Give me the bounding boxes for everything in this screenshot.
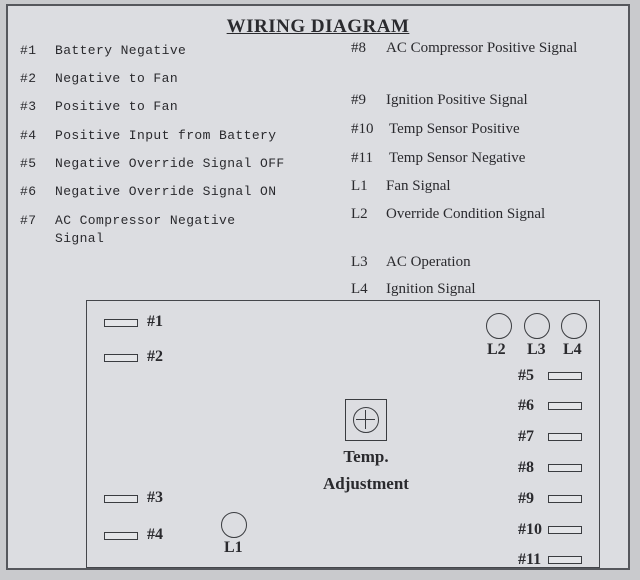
- legend-key: #2: [20, 71, 37, 86]
- legend-item: [20, 155, 285, 173]
- legend-item: [20, 70, 178, 88]
- legend-text: AC Compressor Positive Signal: [386, 40, 578, 56]
- terminal-label: #3: [147, 489, 163, 506]
- controller-board: [86, 300, 600, 568]
- legend-item: [351, 39, 591, 57]
- legend-text: Battery Negative: [55, 43, 187, 58]
- legend-item: [351, 91, 528, 109]
- indicator-label: L3: [527, 341, 546, 358]
- legend-text: Positive Input from Battery: [55, 128, 277, 143]
- legend-key: L3: [351, 254, 368, 270]
- legend-text: Temp Sensor Negative: [389, 150, 526, 166]
- terminal-label: #4: [147, 526, 163, 543]
- legend-key: #9: [351, 92, 366, 108]
- legend-key: L1: [351, 178, 368, 194]
- indicator-label: L2: [487, 341, 506, 358]
- legend-item: [20, 183, 276, 201]
- terminal-10: [548, 526, 582, 534]
- legend-item: [20, 42, 186, 60]
- legend-text: Negative Override Signal OFF: [55, 156, 285, 171]
- wiring-diagram-sheet: [6, 4, 630, 570]
- legend-text: Override Condition Signal: [386, 206, 546, 222]
- legend-item: [20, 212, 280, 248]
- temp-adjust-knob[interactable]: [345, 399, 387, 441]
- legend-item: [351, 253, 471, 271]
- legend-key: #3: [20, 99, 37, 114]
- legend-key: #10: [351, 121, 374, 137]
- indicator-light-l2: [486, 313, 512, 339]
- terminal-label: #9: [518, 490, 534, 507]
- legend-key: #1: [20, 43, 37, 58]
- legend-key: L2: [351, 206, 368, 222]
- terminal-label: #5: [518, 367, 534, 384]
- legend-text: Negative to Fan: [55, 71, 179, 86]
- terminal-6: [548, 402, 582, 410]
- terminal-9: [548, 495, 582, 503]
- indicator-light-l3: [524, 313, 550, 339]
- indicator-light-l4: [561, 313, 587, 339]
- terminal-1: [104, 319, 138, 327]
- terminal-label: #7: [518, 428, 534, 445]
- legend-text: Ignition Signal: [386, 281, 476, 297]
- terminal-3: [104, 495, 138, 503]
- terminal-4: [104, 532, 138, 540]
- terminal-label: #10: [518, 521, 542, 538]
- terminal-7: [548, 433, 582, 441]
- terminal-8: [548, 464, 582, 472]
- legend-text: AC Compressor Negative Signal: [55, 213, 236, 246]
- legend-key: #8: [351, 40, 366, 56]
- legend-text: AC Operation: [386, 254, 471, 270]
- legend-text: Ignition Positive Signal: [386, 92, 528, 108]
- legend-key: #11: [351, 150, 373, 166]
- legend-item: [20, 98, 178, 116]
- legend-item: [351, 120, 520, 138]
- terminal-label: #11: [518, 551, 542, 568]
- legend-item: [351, 205, 551, 223]
- legend-key: #4: [20, 128, 37, 143]
- indicator-label: L1: [224, 539, 243, 556]
- terminal-5: [548, 372, 582, 380]
- temp-label-line1: Temp.: [343, 447, 389, 466]
- terminal-label: #6: [518, 397, 534, 414]
- legend-text: Negative Override Signal ON: [55, 184, 277, 199]
- terminal-11: [548, 556, 582, 564]
- temp-label-line2: Adjustment: [323, 474, 409, 493]
- terminal-2: [104, 354, 138, 362]
- legend-key: #7: [20, 213, 37, 228]
- legend-text: Temp Sensor Positive: [389, 121, 520, 137]
- legend-item: [351, 177, 451, 195]
- indicator-label: L4: [563, 341, 582, 358]
- terminal-label: #8: [518, 459, 534, 476]
- legend-item: [351, 149, 525, 167]
- legend-item: [351, 280, 476, 298]
- temp-adjustment-label: [296, 443, 436, 497]
- legend-text: Positive to Fan: [55, 99, 179, 114]
- terminal-label: #1: [147, 313, 163, 330]
- legend-key: L4: [351, 281, 368, 297]
- page-title: WIRING DIAGRAM: [226, 16, 410, 37]
- legend-key: #5: [20, 156, 37, 171]
- indicator-light-l1: [221, 512, 247, 538]
- legend-key: #6: [20, 184, 37, 199]
- terminal-label: #2: [147, 348, 163, 365]
- crosshair-icon: [353, 407, 379, 433]
- legend-item: [20, 127, 276, 145]
- legend-text: Fan Signal: [386, 178, 451, 194]
